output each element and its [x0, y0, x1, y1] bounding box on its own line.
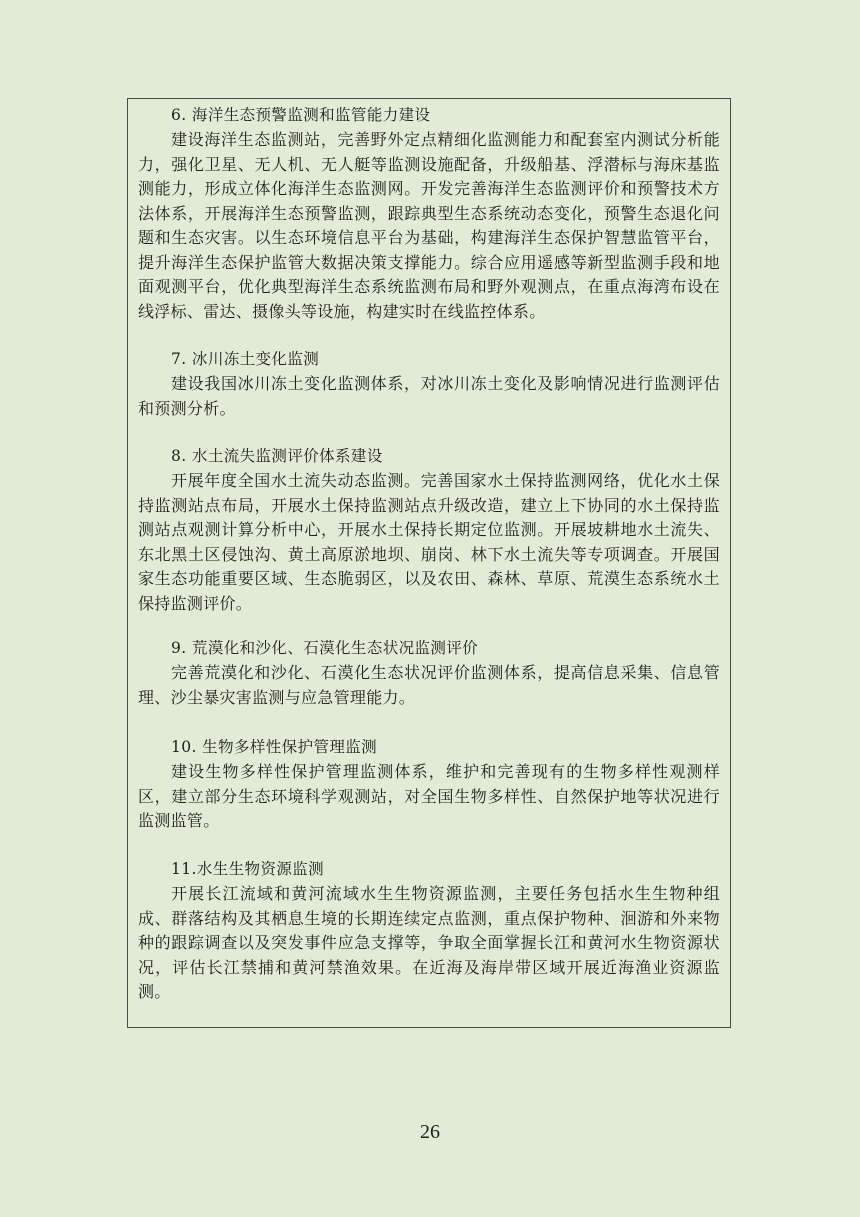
section-body: 完善荒漠化和沙化、石漠化生态状况评价监测体系，提高信息采集、信息管理、沙尘暴灾害监测与应急管理能力。	[138, 663, 720, 707]
section-7	[138, 347, 720, 421]
page-number: 26	[420, 1121, 440, 1143]
section-11	[138, 857, 720, 1005]
section-body: 开展长江流域和黄河流域水生生物资源监测，主要任务包括水生生物种组成、群落结构及其栖息生境的长期连续定点监测，重点保护物种、洄游和外来物种的跟踪调查以及突发事件应急支撑等，争取全面掌握长江和黄河水生物资源状况，评估长江禁捕和黄河禁渔效果。在近海及海岸带区域开展近海渔业资源监测。	[138, 884, 720, 1001]
section-heading: 10. 生物多样性保护管理监测	[171, 738, 378, 756]
section-heading: 6. 海洋生态预警监测和监管能力建设	[171, 106, 431, 124]
section-6	[138, 103, 720, 324]
section-8	[138, 444, 720, 616]
section-body: 建设海洋生态监测站，完善野外定点精细化监测能力和配套室内测试分析能力，强化卫星、无人机、无人艇等监测设施配备，升级船基、浮潜标与海床基监测能力，形成立体化海洋生态监测网。开发完善海洋生态监测评价和预警技术方法体系，开展海洋生态预警监测，跟踪典型生态系统动态变化，预警生态退化问题和生态灾害。以生态环境信息平台为基础，构建海洋生态保护智慧监管平台，提升海洋生态保护监管大数据决策支撑能力。综合应用遥感等新型监测手段和地面观测平台，优化典型海洋生态系统监测布局和野外观测点，在重点海湾布设在线浮标、雷达、摄像头等设施，构建实时在线监控体系。	[138, 130, 720, 321]
section-9	[138, 636, 720, 710]
section-heading: 7. 冰川冻土变化监测	[171, 350, 320, 368]
section-heading: 11.水生生物资源监测	[171, 860, 325, 878]
content-box	[127, 98, 731, 1028]
section-body: 建设我国冰川冻土变化监测体系，对冰川冻土变化及影响情况进行监测评估和预测分析。	[138, 374, 720, 418]
section-heading: 9. 荒漠化和沙化、石漠化生态状况监测评价	[171, 639, 479, 657]
section-body: 开展年度全国水土流失动态监测。完善国家水土保持监测网络，优化水土保持监测站点布局，开展水土保持监测站点升级改造，建立上下协同的水土保持监测站点观测计算分析中心，开展水土保持长期定位监测。开展坡耕地水土流失、东北黑土区侵蚀沟、黄土高原淤地坝、崩岗、林下水土流失等专项调查。开展国家生态功能重要区域、生态脆弱区，以及农田、森林、草原、荒漠生态系统水土保持监测评价。	[138, 471, 720, 613]
section-heading: 8. 水土流失监测评价体系建设	[171, 447, 383, 465]
section-body: 建设生物多样性保护管理监测体系，维护和完善现有的生物多样性观测样区，建立部分生态环境科学观测站，对全国生物多样性、自然保护地等状况进行监测监管。	[138, 762, 720, 830]
section-10	[138, 735, 720, 834]
